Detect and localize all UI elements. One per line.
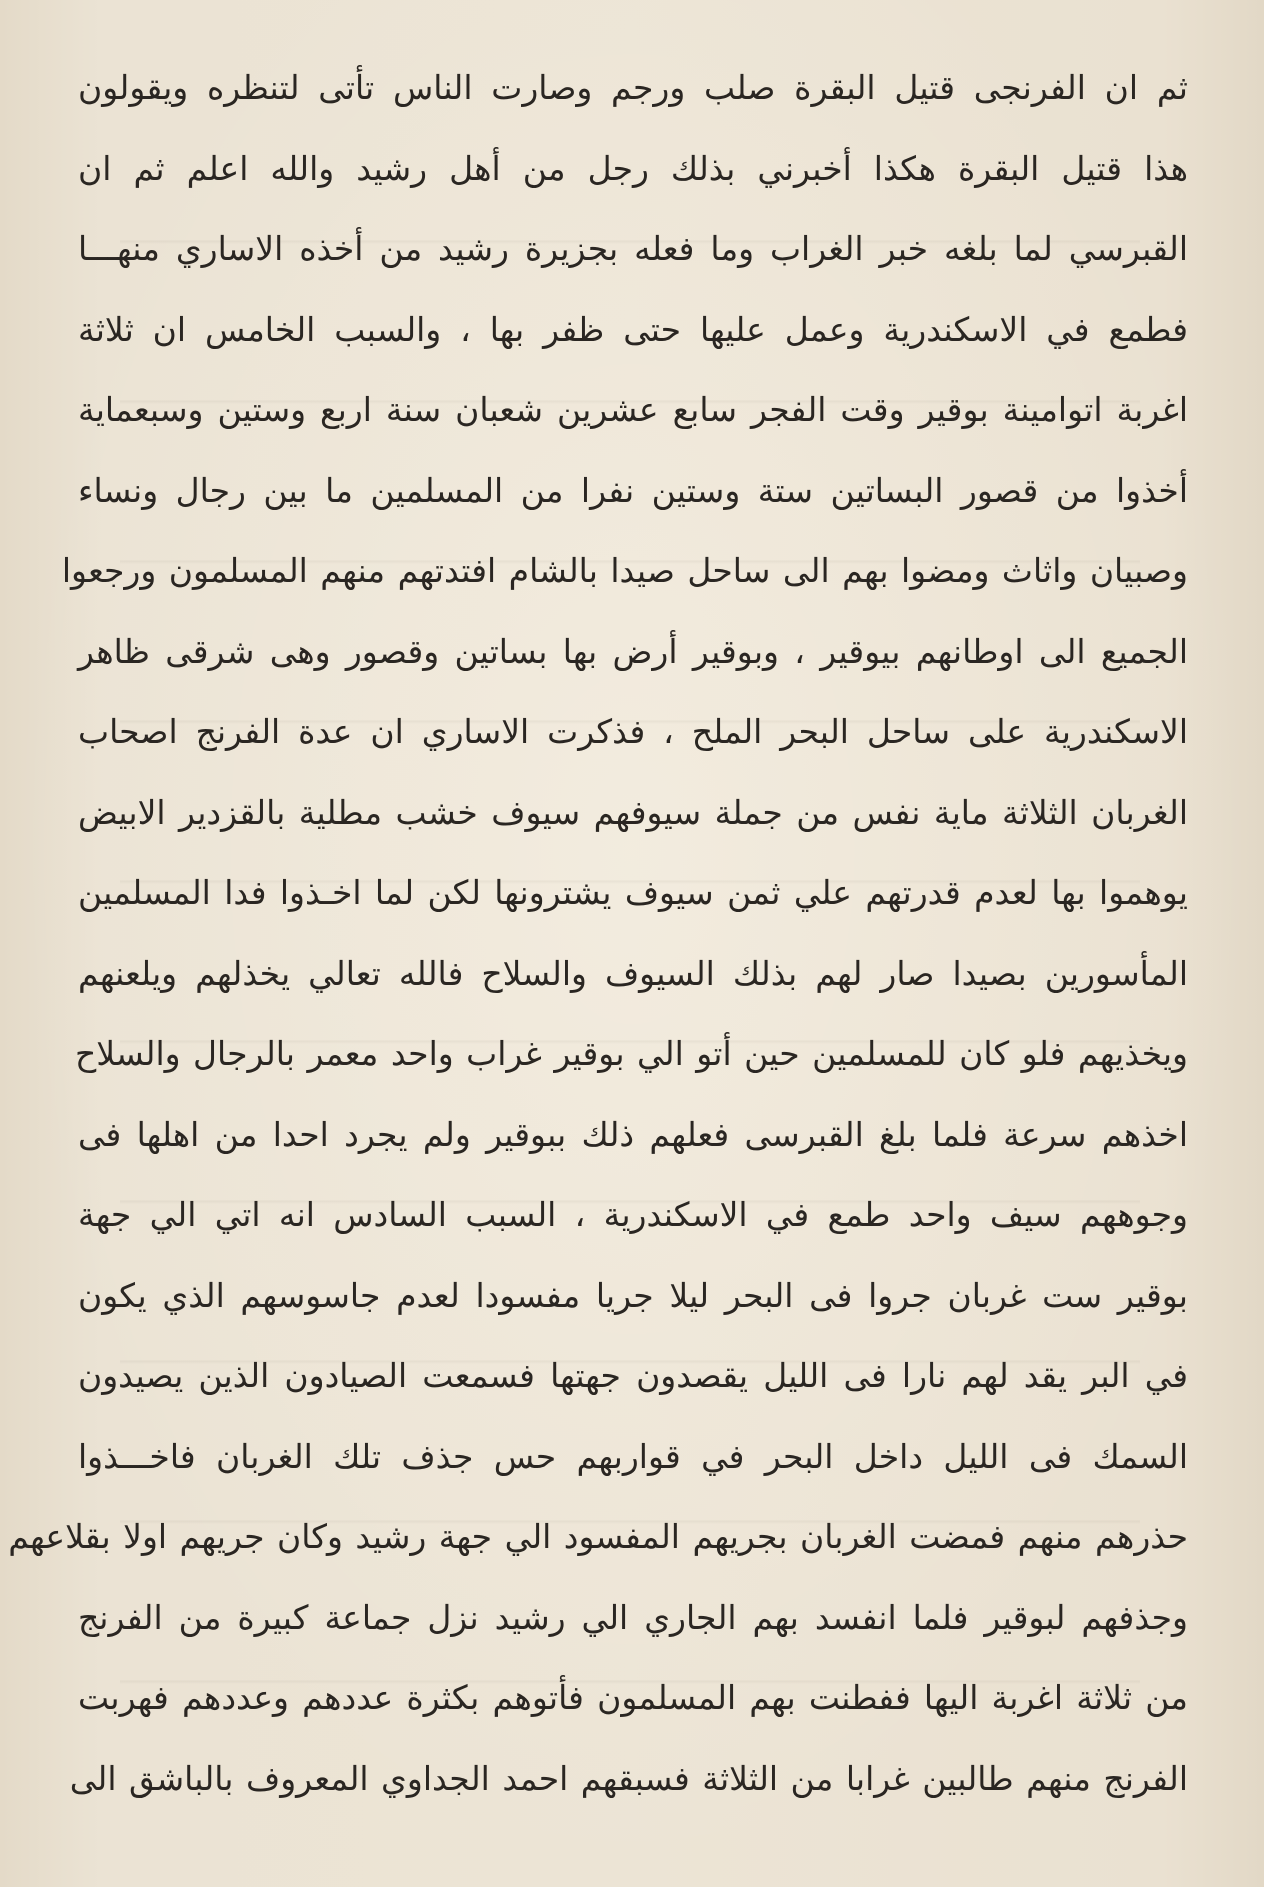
text-line-1: ثم ان الفرنجى قتيل البقرة صلب ورجم وصارت الناس تأتى لتنظره ويقولون: [78, 68, 1188, 107]
text-line-3: القبرسي لما بلغه خبر الغراب وما فعله بجزيرة رشيد من أخذه الاساري منهـــا: [78, 229, 1188, 268]
text-line-9: الاسكندرية على ساحل البحر الملح ، فذكرت الاساري ان عدة الفرنج اصحاب: [78, 712, 1188, 751]
arabic-text-body: [8, 48, 1188, 1819]
text-line-7: وصبيان واثاث ومضوا بهم الى ساحل صيدا بالشام افتدتهم منهم المسلمون ورجعوا: [61, 551, 1188, 590]
text-line-8: الجميع الى اوطانهم بيوقير ، وبوقير أرض بها بساتين وقصور وهى شرقى ظاهر: [78, 631, 1188, 671]
text-line-6: أخذوا من قصور البساتين ستة وستين نفرا من المسلمين ما بين رجال ونساء: [78, 470, 1188, 510]
text-line-2: هذا قتيل البقرة هكذا أخبرني بذلك رجل من أهل رشيد والله اعلم ثم ان: [78, 148, 1188, 188]
text-line-15: وجوههم سيف واحد طمع في الاسكندرية ، السبب السادس انه اتي الي جهة: [78, 1195, 1188, 1234]
text-line-5: اغربة اتوامينة بوقير وقت الفجر سابع عشرين شعبان سنة اربع وستين وسبعماية: [78, 390, 1188, 429]
text-line-19: حذرهم منهم فمضت الغربان بجريهم المفسود الي جهة رشيد وكان جريهم اولا بقلاعهم: [8, 1517, 1188, 1556]
text-line-22: الفرنج منهم طالبين غرابا من الثلاثة فسبقهم احمد الجداوي المعروف بالباشق الى: [69, 1758, 1188, 1798]
text-line-18: السمك فى الليل داخل البحر في قواربهم حس جذف تلك الغربان فاخـــذوا: [78, 1436, 1188, 1476]
text-line-13: ويخذيهم فلو كان للمسلمين حين أتو الي بوقير غراب واحد معمر بالرجال والسلاح: [74, 1034, 1188, 1073]
text-line-10: الغربان الثلاثة ماية نفس من جملة سيوفهم سيوف خشب مطلية بالقزدير الابيض: [78, 792, 1188, 832]
text-line-20: وجذفهم لبوقير فلما انفسد بهم الجاري الي رشيد نزل جماعة كبيرة من الفرنج: [78, 1597, 1188, 1637]
text-line-17: في البر يقد لهم نارا فى الليل يقصدون جهتها فسمعت الصيادون الذين يصيدون: [78, 1356, 1188, 1395]
text-line-14: اخذهم سرعة فلما بلغ القبرسى فعلهم ذلك ببوقير ولم يجرد احدا من اهلها فى: [78, 1114, 1188, 1154]
text-line-12: المأسورين بصيدا صار لهم بذلك السيوف والسلاح فالله تعالي يخذلهم ويلعنهم: [78, 953, 1188, 993]
text-line-21: من ثلاثة اغربة اليها ففطنت بهم المسلمون فأتوهم بكثرة عددهم وعددهم فهربت: [78, 1678, 1188, 1717]
text-line-4: فطمع في الاسكندرية وعمل عليها حتى ظفر بها ، والسبب الخامس ان ثلاثة: [78, 309, 1188, 349]
text-line-16: بوقير ست غربان جروا فى البحر ليلا جريا مفسودا لعدم جاسوسهم الذي يكون: [78, 1275, 1188, 1315]
text-line-11: يوهموا بها لعدم قدرتهم علي ثمن سيوف يشترونها لكن لما اخـذوا فدا المسلمين: [78, 873, 1188, 912]
